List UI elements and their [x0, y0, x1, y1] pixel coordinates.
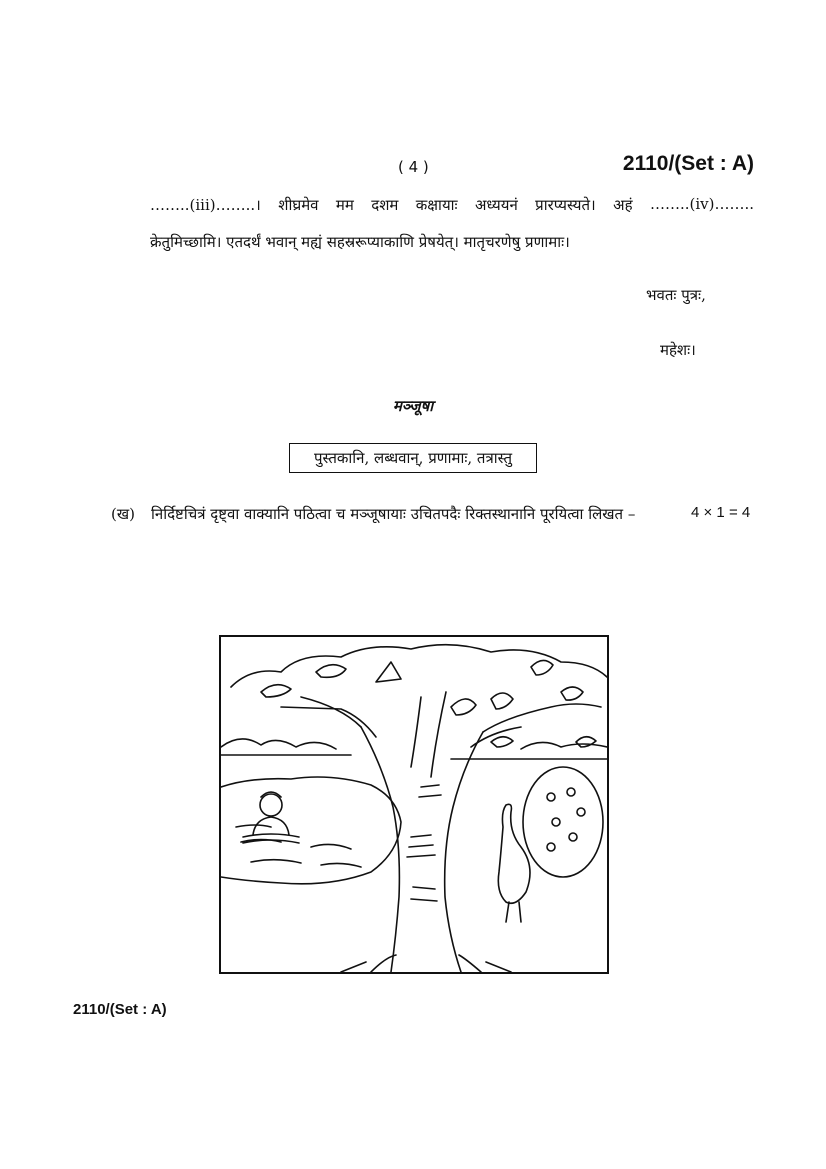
question-text: निर्दिष्टचित्रं दृष्ट्वा वाक्यानि पठित्वा च मञ्जूषायाः उचितपदैः रिक्तस्थानानि पूरयित्वा लिखत –: [151, 505, 636, 523]
page-number: ( 4 ): [398, 158, 429, 176]
letter-word: ……..(iii)……..।: [150, 196, 261, 214]
letter-line-1: [150, 195, 754, 215]
letter-word: ……..(iv)……..: [649, 195, 754, 213]
tree-scene-illustration: [219, 635, 609, 974]
letter-signature: महेशः।: [660, 341, 696, 359]
question-marks: 4 × 1 = 4: [691, 504, 751, 521]
letter-word: मम: [335, 196, 354, 214]
letter-word: अध्ययनं: [474, 196, 518, 214]
paper-code-header: 2110/(Set : A): [622, 152, 754, 175]
letter-word: प्रारप्यस्यते।: [535, 196, 596, 214]
letter-word: दशम: [371, 196, 399, 214]
letter-word: शीघ्रमेव: [278, 196, 319, 214]
letter-word: कक्षायाः: [415, 196, 458, 214]
word-box-title: मञ्जूषा: [392, 397, 434, 415]
question-label: (ख): [111, 505, 135, 523]
letter-word: अहं: [613, 196, 633, 214]
tree-scene-drawing: [221, 637, 607, 972]
letter-closing: भवतः पुत्रः,: [646, 286, 706, 304]
paper-code-footer: 2110/(Set : A): [73, 1001, 167, 1018]
word-box-words: पुस्तकानि, लब्धवान्, प्रणामाः, तत्रास्तु: [313, 449, 513, 467]
word-box: [289, 443, 537, 473]
letter-line-2: क्रेतुमिच्छामि। एतदर्थं भवान् मह्यं सहस्ररूप्याकाणि प्रेषयेत्। मातृचरणेषु प्रणामाः।: [150, 233, 570, 251]
